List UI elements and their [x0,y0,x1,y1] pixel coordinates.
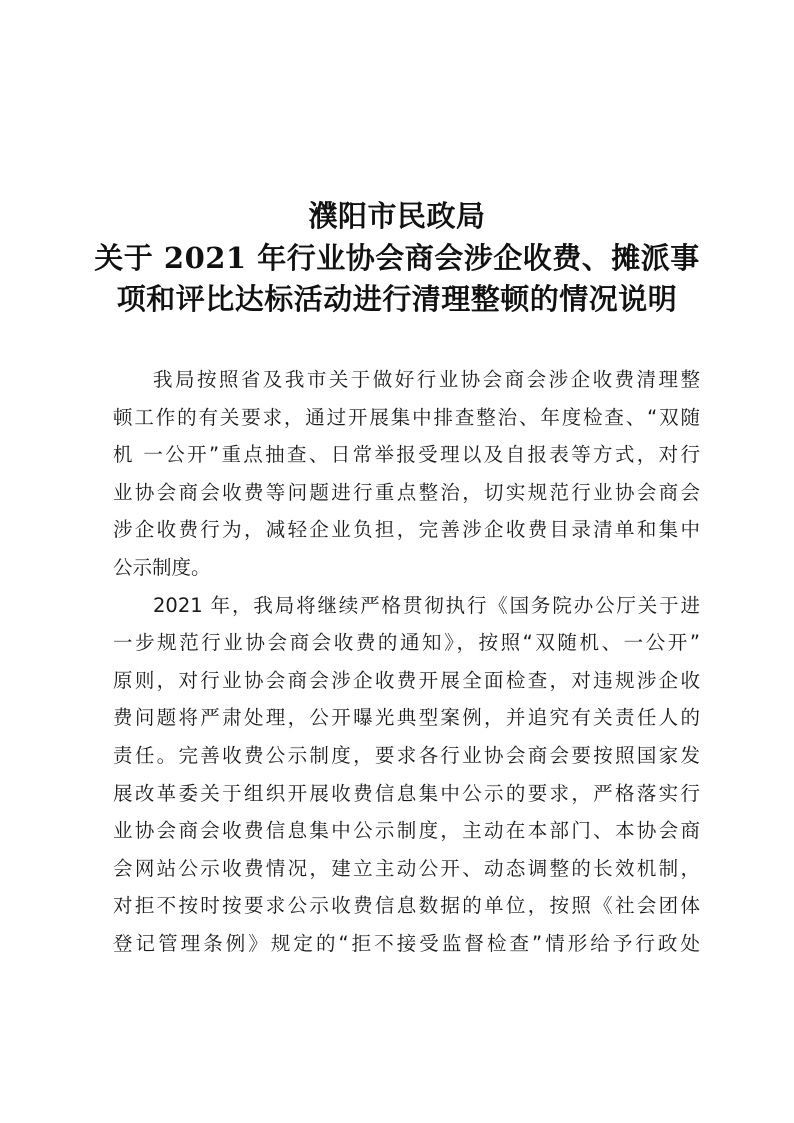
title-line-issuer: 濮阳市民政局 [308,199,486,233]
body-line: 登记管理条例》规定的“拒不接受监督检查”情形给予行政处 [113,931,700,955]
title-line-subject-1: 关于 2021 年行业协会商会涉企收费、摊派事 [94,240,700,275]
body-line: 机 一公开”重点抽查、日常举报受理以及自报表等方式，对行 [113,443,700,467]
body-line: 责任。完善收费公示制度，要求各行业协会商会要按照国家发 [113,743,700,767]
body-line: 业协会商会收费等问题进行重点整治，切实规范行业协会商会 [113,480,700,504]
body-line: 公示制度。 [113,555,211,579]
body-line: 原则，对行业协会商会涉企收费开展全面检查，对违规涉企收 [113,668,700,692]
paragraph-1 [113,361,700,587]
title-line-subject-2: 项和评比达标活动进行清理整顿的情况说明 [116,282,678,316]
body-line: 我局按照省及我市关于做好行业协会商会涉企收费清理整 [153,368,700,391]
body-line: 2021 年，我局将继续严格贯彻执行《国务院办公厅关于进 [153,593,700,617]
body-line: 对拒不按时按要求公示收费信息数据的单位，按照《社会团体 [113,894,700,918]
document-body [113,361,700,963]
body-line: 一步规范行业协会商会收费的通知》，按照“双随机、一公开” [113,631,700,655]
body-line: 顿工作的有关要求，通过开展集中排查整治、年度检查、“双随 [113,405,700,429]
document-title [0,196,794,321]
body-line: 会网站公示收费情况，建立主动公开、动态调整的长效机制， [113,856,700,880]
paragraph-2 [113,587,700,963]
body-line: 展改革委关于组织开展收费信息集中公示的要求，严格落实行 [113,781,700,805]
body-line: 费问题将严肃处理，公开曝光典型案例，并追究有关责任人的 [113,706,700,730]
body-line: 业协会商会收费信息集中公示制度，主动在本部门、本协会商 [113,819,700,843]
body-line: 涉企收费行为，减轻企业负担，完善涉企收费目录清单和集中 [113,518,700,542]
